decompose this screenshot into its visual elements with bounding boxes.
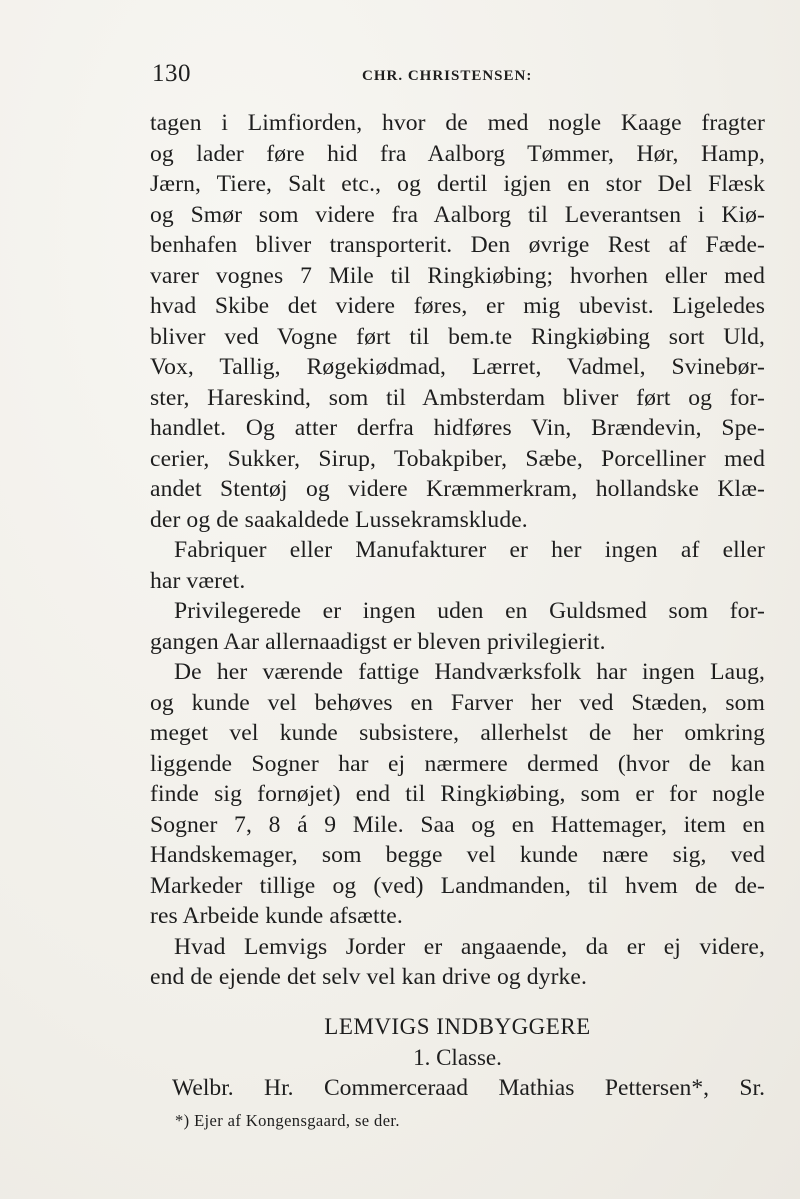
resident-entry: Welbr. Hr. Commerceraad Mathias Pettersen*, Sr. [172,1075,765,1101]
text-line: Fabriquer eller Manufakturer er her ingen af eller [174,537,765,563]
text-line: og kunde vel behøves en Farver her ved Stæden, som [150,689,765,716]
text-line: liggende Sogner har ej nærmere dermed (hvor de kan [150,750,765,777]
text-line: Handskemager, som begge vel kunde nære sig, ved [150,842,765,868]
text-line: Privilegerede er ingen uden en Guldsmed som for- [174,598,765,624]
text-line: Vox, Tallig, Røgekiødmad, Lærret, Vadmel, Svinebør- [150,354,765,380]
text-line: cerier, Sukker, Sirup, Tobakpiber, Sæbe, Porcelliner med [150,445,765,472]
text-line: hvad Skibe det videre føres, er mig ubevist. Ligeledes [150,293,765,319]
page-number: 130 [152,60,191,87]
text-line: andet Stentøj og videre Kræmmerkram, hollandske Klæ- [150,476,765,502]
text-line: bliver ved Vogne ført til bem.te Ringkiøbing sort Uld, [150,323,765,350]
class-label: 1. Classe. [413,1045,502,1070]
text-line: og lader føre hid fra Aalborg Tømmer, Hør, Hamp, [150,140,765,167]
text-line: De her værende fattige Handværksfolk har ingen Laug, [174,659,765,685]
text-line: handlet. Og atter derfra hidføres Vin, Brændevin, Spe- [150,415,765,441]
text-line: Sogner 7, 8 á 9 Mile. Saa og en Hattemager, item en [150,811,765,838]
text-line: end de ejende det selv vel kan drive og dyrke. [150,964,587,990]
text-line: der og de saakaldede Lussekramsklude. [150,506,528,533]
text-line: og Smør som videre fra Aalborg til Leverantsen i Kiø- [150,201,765,228]
text-line: varer vognes 7 Mile til Ringkiøbing; hvorhen eller med [150,262,765,289]
page-header [152,60,772,90]
text-line: Jærn, Tiere, Salt etc., og dertil igjen en stor Del Flæsk [150,171,765,197]
text-line: Hvad Lemvigs Jorder er angaaende, da er ej videre, [174,933,765,960]
running-head: CHR. CHRISTENSEN: [362,68,533,84]
text-line: benhafen bliver transporterit. Den øvrige Rest af Fæde- [150,232,765,258]
text-line: ster, Hareskind, som til Ambsterdam bliver ført og for- [150,384,765,411]
text-line: res Arbeide kunde afsætte. [150,903,403,929]
text-line: Markeder tillige og (ved) Landmanden, til hvem de de- [150,872,765,899]
section-title: LEMVIGS INDBYGGERE [324,1014,591,1039]
text-line: gangen Aar allernaadigst er bleven privilegierit. [150,628,606,655]
text-line: har været. [150,567,246,594]
text-line: meget vel kunde subsistere, allerhelst de her omkring [150,720,765,746]
text-line: finde sig fornøjet) end til Ringkiøbing, som er for nogle [150,781,765,807]
body-text [150,108,765,993]
text-line: tagen i Limfiorden, hvor de med nogle Kaage fragter [150,110,765,136]
footnote: *) Ejer af Kongensgaard, se der. [175,1111,400,1130]
